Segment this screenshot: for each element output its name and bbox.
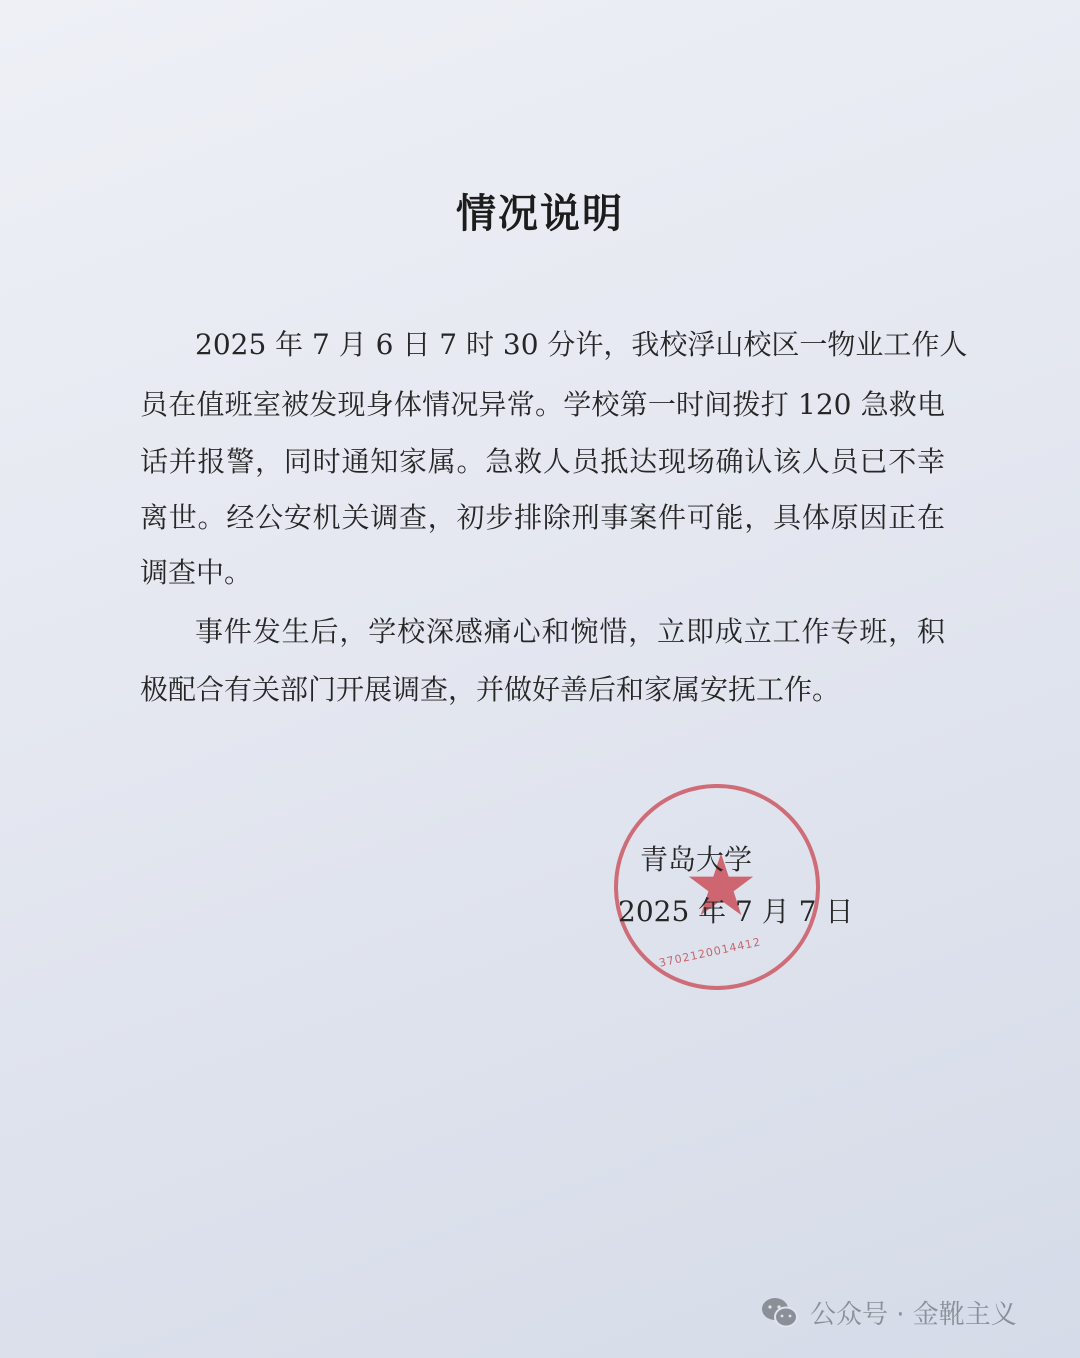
signature-date: 2025 年 7 月 7 日 <box>618 895 854 928</box>
seal-code: 3702120014412 <box>657 935 763 970</box>
paragraph-line: 员在值班室被发现身体情况异常。学校第一时间拨打 120 急救电 <box>140 388 945 421</box>
paragraph-line: 调查中。 <box>140 556 253 589</box>
signer: 青岛大学 <box>640 843 753 876</box>
wechat-icon <box>760 1296 800 1330</box>
watermark-label: 公众号 · 金靴主义 <box>810 1300 1017 1330</box>
paragraph-line: 离世。经公安机关调查，初步排除刑事案件可能，具体原因正在 <box>140 501 945 534</box>
watermark <box>760 1294 1017 1331</box>
paragraph-line: 话并报警，同时通知家属。急救人员抵达现场确认该人员已不幸 <box>140 445 945 478</box>
official-seal <box>614 784 820 990</box>
document-title: 情况说明 <box>456 190 624 237</box>
paragraph-line: 2025 年 7 月 6 日 7 时 30 分许，我校浮山校区一物业工作人 <box>195 328 968 361</box>
paragraph-line: 极配合有关部门开展调查，并做好善后和家属安抚工作。 <box>140 673 841 706</box>
paragraph-line: 事件发生后，学校深感痛心和惋惜，立即成立工作专班，积 <box>195 615 945 648</box>
